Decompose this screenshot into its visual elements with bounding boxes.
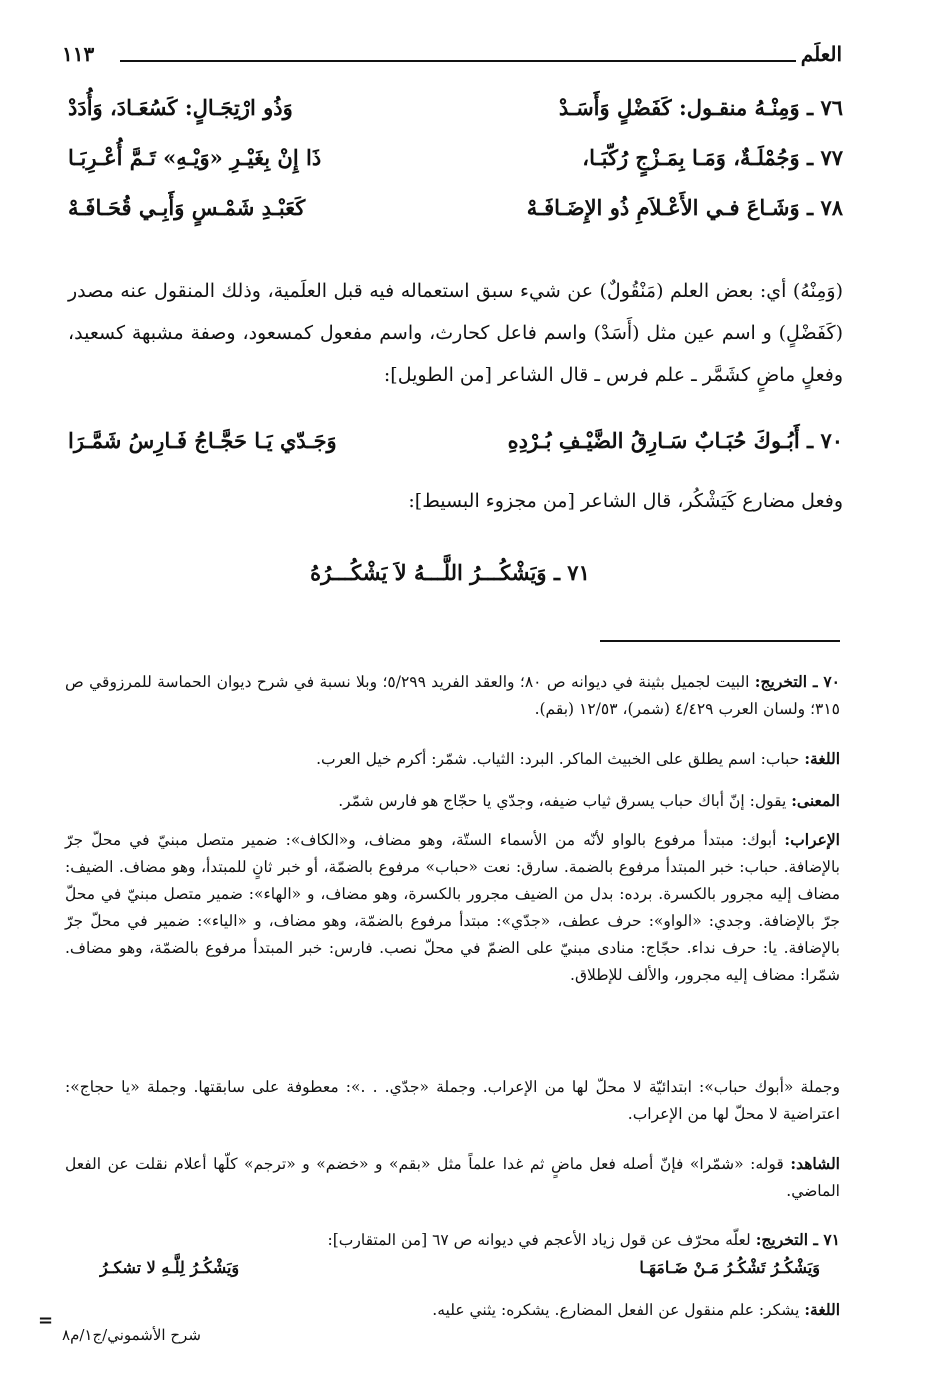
footnote-text: قوله: «شمّرا» فإنّ أصله فعل ماضٍ ثم غدا علماً مثل «بقم» و «خضم» و «ترجم» كلّها أعلام نقلت عن الفعل الماضي. <box>65 1155 840 1200</box>
footnote-text: أبوك: مبتدأ مرفوع بالواو لأنّه من الأسماء الستّة، وهو مضاف، و«الكاف»: ضمير متصل مبنيّ في محلّ جرّ بالإضافة. حباب: خبر المبتدأ مرفوع بالضمة. سارق: نعت «حباب» مرفوع بالضمّة، أو خبر ثانٍ للمبتدأ، وهو مضاف. الضيف: مضاف إليه مجرور بالكسرة. برده: بدل من الضيف مجرور بالكسرة، وهو مضاف، و «الهاء»: ضمير متصل مبنيّ في محلّ جرّ بالإضافة. وجدي: «الواو»: حرف عطف، «جدّي»: مبتدأ مرفوع بالضمّة، وهو مضاف، و «الياء»: ضمير في محلّ جرّ بالإضافة. يا: حرف نداء. حجّاج: منادى مبنيّ على الضمّ في محلّ نصب. فارس: خبر المبتدأ مرفوع بالضمّة، وهو مضاف. شمّرا: مضاف إليه مجرور، والألف للإطلاق. <box>65 831 841 984</box>
verse-sadr: ٧٧ ـ وَجُمْلَـةٌ، وَمَـا بِمَـزْجٍ رُكّبَـا، <box>582 145 843 170</box>
footnote-label: ٧٠ ـ التخريج: <box>754 672 840 691</box>
verse-sadr: ٧٠ ـ أَبُـوكَ حُبَـابٌ سَـارِقُ الضَّيْـفِ بُـرْدِهِ <box>507 428 843 453</box>
verse-76 <box>68 95 843 135</box>
verse-sadr: ٧٦ ـ وَمِنْـهُ منقـول: كَفَضْلٍ وَأَسَـدْ <box>558 95 843 120</box>
footnote-70-jumal <box>65 1074 840 1128</box>
footnote-label: اللغة: <box>804 749 840 768</box>
footnote-text: حباب: اسم يطلق على الخبيث الماكر. البرد: الثياب. شمّر: أكرم خيل العرب. <box>316 750 800 768</box>
verse-78 <box>68 195 843 235</box>
footnote-text: لعلّه محرّف عن قول زياد الأعجم في ديوانه ص ٦٧ [من المتقارب]: <box>327 1231 751 1249</box>
footnote-label: ٧١ ـ التخريج: <box>755 1230 840 1249</box>
verse-ajuz: وَجَـدّي يَـا حَجَّـاجُ فَـارِسُ شَمَّـرَا <box>68 428 337 453</box>
continuation-mark: = <box>38 1310 54 1331</box>
commentary-text: (وَمِنْهُ) أي: بعض العلم (مَنْقُولٌ) عن شيء سبق استعماله فيه قبل العلَمية، وذلك المنقول عنه مصدر (كَفَضْلٍ) و اسم عين مثل (أَسَدْ) واسم فاعل كحارث، واسم مفعول كمسعود، وصفة مشبهة كسعيد، وفعلٍ ماضٍ كشَمَّر ـ علم فرس ـ قال الشاعر [من الطويل]: <box>68 280 843 386</box>
footnote-text: يقول: إنّ أباك حباب يسرق ثياب ضيفه، وجدّي يا حجّاج هو فارس شمّر. <box>338 792 787 810</box>
commentary-text: وفعل مضارع كَيَشْكُر، قال الشاعر [من مجزوء البسيط]: <box>408 490 843 512</box>
verse-sadr: ٧٨ ـ وَشَـاعَ فـي الأَعْـلاَمِ ذُو الإِضَـافَـهْ <box>526 195 843 220</box>
verse-ajuz: وَذُو ارْتِجَـالٍ: كَسُعَـادَ، وَأُدَدْ <box>68 95 293 120</box>
page-number: ١١٣ <box>62 42 95 66</box>
header-rule <box>120 60 796 62</box>
commentary-paragraph <box>68 270 843 396</box>
footnote-70-maana <box>65 787 840 815</box>
footnote-label: الإعراب: <box>784 830 840 849</box>
footnote-70-takhrij <box>65 668 840 723</box>
signature-line: شرح الأشموني/ج١/م٨ <box>62 1326 201 1344</box>
verse-sadr: وَيَشْكُـرُ تَشْكُـرُ مَـنْ ضَـامَهَـا <box>639 1258 820 1277</box>
footnote-70-irab <box>65 826 840 989</box>
footnote-text: البيت لجميل بثينة في ديوانه ص ٨٠؛ والعقد الفريد ٥/٢٩٩؛ وبلا نسبة في شرح ديوان الحماسة للمرزوقي ص ٣١٥؛ ولسان العرب ٤/٤٢٩ (شمر)، ١٢/٥٣ (بقم). <box>65 673 840 718</box>
footnote-label: اللغة: <box>804 1300 840 1319</box>
verse-ajuz: ذَا إِنْ بِغَيْـرِ «وَيْـهِ» تَـمَّ أُعْـرِبَـا <box>68 145 322 170</box>
commentary-paragraph-2 <box>68 480 843 522</box>
running-title: العلَم <box>800 42 842 66</box>
page-header <box>62 38 842 78</box>
footnote-rule <box>600 640 840 642</box>
footnote-label: المعنى: <box>791 791 840 810</box>
verse-70 <box>68 428 843 468</box>
footnote-71-verse <box>100 1258 820 1286</box>
verse-ajuz: وَيَشْكُـرُ لِلَّـهِ لا تشكـرُ <box>100 1258 240 1277</box>
footnote-text: يشكر: علم منقول عن الفعل المضارع. يشكره: يثني عليه. <box>432 1301 800 1319</box>
footnote-label: الشاهد: <box>790 1154 840 1173</box>
verse-71: ٧١ ـ وَيَشْكُـــرُ اللَّـــهُ لاَ يَشْكُـــرُهُ <box>310 560 590 585</box>
footnote-text: وجملة «أبوك حباب»: ابتدائيّة لا محلّ لها من الإعراب. وجملة «جدّي. . .»: معطوفة على سابقتها. وجملة «يا حجاج»: اعتراضية لا محلّ لها من الإعراب. <box>65 1078 840 1123</box>
verse-ajuz: كَعَبْـدِ شَمْـسٍ وَأَبِـي قُحَـافَـهْ <box>68 195 306 220</box>
footnote-71-takhrij <box>65 1226 840 1254</box>
footnote-70-lugha <box>65 745 840 773</box>
footnote-71-lugha <box>65 1296 840 1324</box>
footnote-70-shahid <box>65 1150 840 1205</box>
verse-77 <box>68 145 843 185</box>
